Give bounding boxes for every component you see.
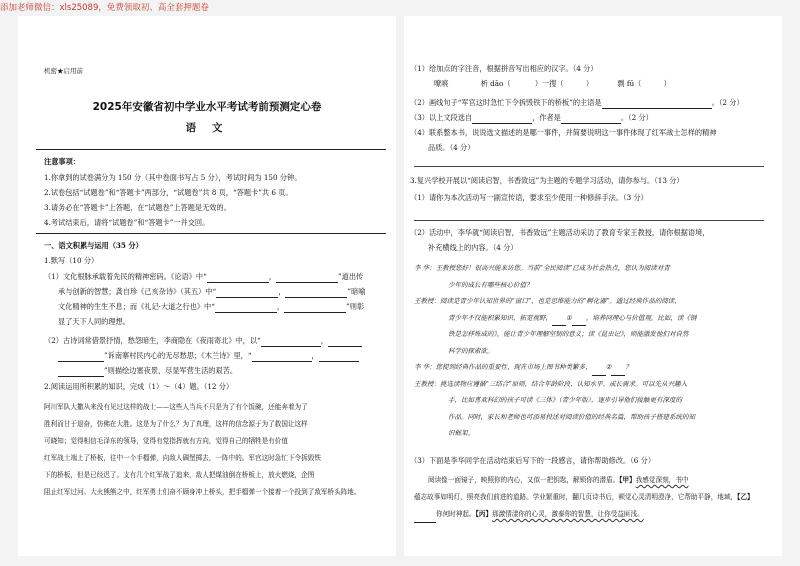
answer-blank[interactable] — [276, 273, 338, 283]
q3-2-cont: 补充横线上的内容。（4 分） — [428, 243, 518, 252]
q1-1-line: （1）文化根脉承载着先民的精神密码。《论语》中“ ， ”道出传 — [44, 272, 364, 281]
q1-2-line: ”诉南寨村民内心的无尽愁思；《木兰诗》里，“ ， — [58, 351, 359, 362]
answer-blank[interactable] — [602, 99, 712, 109]
answer-blank[interactable] — [58, 367, 104, 377]
answer-blank[interactable] — [285, 288, 347, 298]
revision-passage: 阅读像一面镜子，映照你的内心，又似一把钥匙，解锁你的潜盾。【甲】我感觉深刻，书中 蕴志故事如明灯，照亮我们前进的道路。学业繁重时，翻几页诗书后，顿觉心灵清明澄净，它帮助平静，地域，【乙】 你何时神起。【丙】那激情漾你的心灵，激泰你的智慧，让你受益匪浅。 — [414, 472, 754, 523]
q3-2: （2）活动中，李华就“阅读启智，书香致远”主题活动采访了教育专家王教授，请你根据语境， — [410, 228, 710, 237]
tag-yi: 【乙】 — [737, 493, 754, 501]
answer-blank[interactable] — [472, 114, 532, 124]
blank-marker-2: ② — [605, 363, 612, 371]
notice-item: 4.考试结束后，请将“试题卷”和“答题卡”一并交回。 — [44, 218, 210, 227]
exam-title: 2025年安徽省初中学业水平考试考前预测定心卷 — [92, 101, 322, 113]
answer-blank[interactable] — [284, 303, 346, 313]
blank-marker-1: ① — [566, 313, 572, 322]
q3-1: （1）请你为本次活动写一副宣传语，要求至少使用一种修辞手法。（3 分） — [410, 193, 648, 202]
answer-blank[interactable] — [414, 514, 436, 523]
answer-blank[interactable] — [207, 273, 269, 283]
notice-item: 3.请务必在“答题卡”上答题，在“试题卷”上答题是无效的。 — [44, 203, 231, 212]
answer-blank[interactable] — [216, 288, 278, 298]
divider — [36, 149, 386, 150]
interview-dialogue: 李 华：王教授您好！很高兴能来访您。当前“全民阅读”已成为社会热点，您认为阅读对青 少年的成长有哪些核心价值？ 王教授：阅读是青少年认知世界的“窗口”，也是思维能力的“孵化器”。通过经典作品的阅读， 青少年不仅能积累知识、拓宽视野， ① ，培养同理心与价值观。比如，读《钢 铁是怎样炼成的》，能让青少年理解坚韧的意义；读《昆虫记》，则能激发他们对自然 科学的探索欲。 李 华：您提到经典作品的重要性，现在市场上图书种类繁多， ② ？ 王教授：挑选读物应遵循“三结合”原则，结合年龄阶段、认知水平、成长需求。可以先从兴趣入 手，比如喜欢科幻的孩子可读《三体》（青少年版），逐步引导他们接触更有深度的 作品。同时，家长和老师也可添易投述对阅读价值的经典名篇，帮助孩子搭建系统的知 识框架。 — [414, 264, 697, 437]
answer-blank[interactable] — [319, 352, 359, 362]
q1-1-line: 承与创新的智慧；龚自珍《己亥杂诗》（其五）中“ ， ”暗喻 — [58, 287, 366, 296]
q3-3: （3）下面是李华同学在活动结束后写下的一段感言，请你帮助修改。（6 分） — [410, 456, 656, 465]
q2-1: （1）给加点的字注音，根据拼音写出相应的汉字。（4 分） — [410, 64, 598, 73]
right-page — [404, 16, 782, 556]
q1-1-line: 文化精神的生生不息；而《礼记·大道之行也》中“ ， ”则彰 — [58, 302, 365, 311]
left-page — [18, 16, 396, 556]
question-1: 1.默写（10 分） — [44, 256, 99, 265]
q1-1-line: 显了天下人同的理想。 — [58, 317, 130, 326]
answer-blank[interactable] — [328, 337, 362, 347]
pinyin-row: 嘹喨 析 dāo（ ）一搜（ ） 剽 fū（ ） — [434, 79, 671, 88]
notice-title: 注意事项： — [44, 157, 80, 166]
answer-blank[interactable] — [215, 303, 277, 313]
secret-label: 机密★启用前 — [44, 67, 83, 75]
answer-blank[interactable] — [572, 317, 586, 326]
answer-blank[interactable] — [252, 352, 312, 362]
tag-bing: 【丙】 — [475, 510, 493, 518]
question-2: 2.阅读运用所积累的知识，完成（1）～（4）题。（12 分） — [44, 382, 234, 391]
answer-blank[interactable] — [58, 352, 104, 362]
watermark-text: 添加老师微信：xls25089，免费领取初、高全套押题卷 — [0, 3, 209, 13]
tag-jia: 【甲】 — [619, 476, 636, 484]
answer-line[interactable] — [414, 166, 764, 167]
reading-passage: 阿川军队大撒从来没有见过这样的战士——这些人当兵不只是为了有个饭碗，还能奔着为了 胜利而甘于退奋，仿佛在大胜。这是为了什么？为了真理，这样的信念源于为了救国让这样 可晓知；觉得相信毛泽东的领导，觉得有党指挥就有方向，觉得自己的牺牲是有价值 红军战士端上了桥板，往中一个手榴弹，向敌人碉堡掷去，一阵中的。军官这时急忙下令拆毁铁 下的桥板，但是已经迟了。支有几个红军战了追来，敌人把煤油倒在桥板上，放火燃烧，企图 阻止红军过河。大火熊熊之中，红军勇士们奋不顾身冲上桥头，把手榴弹一个接着一个投到了敌军桥头阵地。 — [44, 403, 361, 496]
q1-2-line: ”则描绘边塞夜景，尽显军营生活的艰苦。 — [58, 366, 237, 377]
q2-2: （2）画线句子“军官这时急忙下令拆毁铁下的桥板”的主语是 。（2 分） — [410, 98, 744, 107]
answer-blank[interactable] — [261, 337, 321, 347]
q2-3: （3）以上文段选自 ，作者是 。（2 分） — [410, 113, 653, 122]
question-3: 3.复兴学校开展以“阅读启智，书香致远”为主题的专题学习活动，请你参与。（13 分） — [410, 176, 684, 185]
answer-blank[interactable] — [611, 367, 625, 376]
q2-4: （4）联系整本书，说说选文描述的是哪一事件，并简要说明这一事件体现了红军战士怎样的精神 — [410, 128, 717, 137]
answer-blank[interactable] — [561, 114, 621, 124]
divider — [36, 233, 386, 234]
q2-4-cont: 品质。（4 分） — [428, 143, 475, 152]
passage-line-marked: 红军战士端上了桥板，往中一个手榴弹，向敌人碉堡掷去，一阵中的。军官这时急忙下令拆毁铁 — [44, 454, 321, 462]
q1-2-line: （2）古诗词常借景抒情，愁怨暗生，李商隐在《夜雨寄北》中，以“ ， — [44, 336, 362, 347]
subject-title: 语 文 — [185, 122, 229, 134]
notice-item: 2.试卷包括“试题卷”和“答题卡”两部分，“试题卷”共 8 页，“答题卡”共 6 页。 — [44, 188, 293, 197]
answer-line[interactable] — [414, 220, 764, 221]
notice-item: 1.你拿到的试卷满分为 150 分（其中卷面书写占 5 分），考试时间为 150 分钟。 — [44, 173, 302, 182]
section-heading: 一、语文积累与运用（35 分） — [44, 241, 143, 250]
